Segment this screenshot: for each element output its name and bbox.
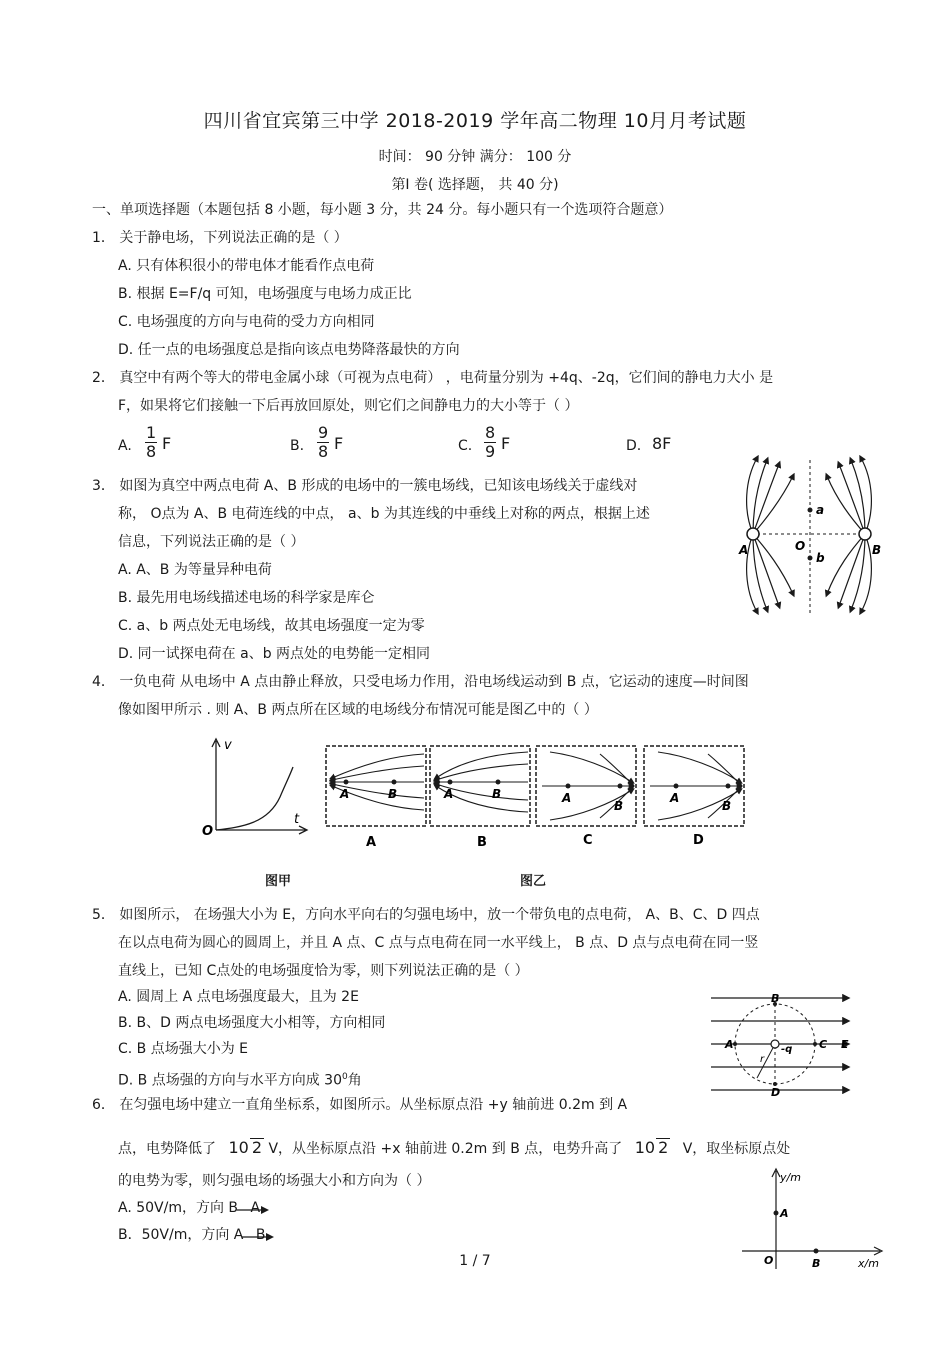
q4-panel-c [536, 746, 636, 848]
q2-c-numerator: 8 [485, 423, 496, 442]
q2-option-d-label: D. [626, 438, 642, 454]
q4-vt-origin: O [202, 824, 214, 839]
q3-field-lines-figure [735, 450, 895, 620]
q6-option-b-vector-end: B [255, 1227, 266, 1243]
q4-panel-b [430, 746, 530, 850]
q5-option-b: B. B、D 两点电场强度大小相等，方向相同 [118, 1015, 386, 1031]
q4-c-point-a: A [562, 791, 572, 805]
q3-label-o: O [795, 539, 806, 553]
q5-stem-line3: 直线上，已知 C点处的电场强度恰为零，则下列说法正确的是（ ） [118, 963, 529, 979]
q2-option-c-fraction [484, 424, 496, 461]
q5-option-c: C. B 点场强大小为 E [118, 1041, 249, 1057]
q3-option-c: C. a、b 两点处无电场线，故其电场强度一定为零 [118, 618, 425, 634]
q5-option-d-text: D. B 点场强的方向与水平方向成 30 [118, 1072, 342, 1089]
q2-b-unit: F [334, 434, 344, 453]
q1-option-a: A. 只有体积很小的带电体才能看作点电荷 [118, 258, 375, 274]
q4-panel-b-label: B [477, 835, 487, 850]
q4-panel-c-label: C [583, 833, 593, 848]
q6-sqrt-2 [656, 1138, 670, 1157]
q2-b-denominator: 8 [318, 442, 329, 461]
q2-option-b-fraction [317, 424, 329, 461]
q5-option-a: A. 圆周上 A 点电场强度最大，且为 2E [118, 989, 359, 1005]
q5-option-d-suffix: 角 [347, 1072, 362, 1089]
q6-option-a-vector-end: A [250, 1200, 261, 1216]
q4-panel-d-label: D [693, 833, 704, 848]
q6-line2-prefix: 点，电势降低了 [118, 1141, 216, 1157]
q5-label-e: E [841, 1038, 849, 1051]
q1-option-d: D. 任一点的电场强度总是指向该点电势降落最快的方向 [118, 342, 460, 358]
q5-option-d [118, 1068, 362, 1090]
q5-stem-line2: 在以点电荷为圆心的圆周上，并且 A 点、C 点与点电荷在同一水平线上， B 点、D 点与点电荷在同一竖 [118, 935, 759, 951]
q5-label-b: B [771, 992, 780, 1005]
q6-option-b-vector [256, 1226, 266, 1244]
q6-option-a-text: A. 50V/m，方向 B [118, 1200, 239, 1216]
q4-vt-axis-v: v [224, 738, 232, 753]
q6-sqrt-1 [250, 1138, 264, 1157]
q6-radicand-2: 2 [658, 1138, 669, 1157]
q4-b-point-a: A [444, 787, 454, 801]
q3-stem-line3: 信息，下列说法正确的是（ ） [118, 534, 305, 550]
q1-stem: 1． 关于静电场，下列说法正确的是（ ） [92, 230, 348, 246]
q4-d-point-a: A [670, 791, 680, 805]
q2-option-c-label: C. [458, 438, 473, 454]
q2-a-denominator: 8 [146, 442, 157, 461]
q4-b-point-b: B [492, 787, 502, 801]
q2-option-a-fraction [145, 424, 157, 461]
q4-caption-jia: 图甲 [265, 874, 292, 889]
q4-stem-line1: 4． 一负电荷 从电场中 A 点由静止释放，只受电场力作用，沿电场线运动到 B 点，它运动的速度—时间图 [92, 674, 749, 690]
q4-c-point-b: B [614, 799, 624, 813]
q6-origin-label: O [764, 1254, 774, 1267]
q4-a-point-b: B [388, 787, 398, 801]
q6-option-b-arrow-icon [242, 1233, 276, 1241]
q4-caption-yi: 图乙 [520, 874, 547, 889]
q4-a-point-a: A [340, 787, 350, 801]
q6-axis-y-label: y/m [780, 1171, 801, 1184]
q4-stem-line2: 像如图甲所示 . 则 A、B 两点所在区域的电场线分布情况可能是图乙中的（ ） [118, 702, 598, 718]
exam-time-info: 时间： 90 分钟 满分： 100 分 [378, 149, 572, 165]
q5-stem-line1: 5． 如图所示， 在场强大小为 E，方向水平向右的匀强电场中，放一个带负电的点电荷， A、B、C、D 四点 [92, 907, 760, 923]
q5-label-c: C [819, 1038, 828, 1051]
q4-d-point-b: B [722, 799, 732, 813]
q6-line2-middle: V，从坐标原点沿 +x 轴前进 0.2m 到 B 点，电势升高了 [268, 1141, 623, 1157]
q6-option-b [118, 1226, 265, 1244]
q6-stem-line3: 的电势为零，则匀强电场的场强大小和方向为（ ） [118, 1173, 431, 1189]
q5-label-a: A [725, 1038, 734, 1051]
q6-option-a [118, 1199, 260, 1217]
q6-stem-line1: 6． 在匀强电场中建立一直角坐标系，如图所示。从坐标原点沿 +y 轴前进 0.2m 到 A [92, 1097, 628, 1113]
q6-point-b-label: B [812, 1257, 821, 1270]
q6-option-a-vector [251, 1199, 261, 1217]
q3-label-b-charge: B [872, 543, 882, 557]
q5-option-d-degree: 0 [342, 1072, 348, 1082]
q4-vt-graph [198, 735, 313, 840]
q4-panel-d [644, 746, 744, 848]
q3-option-a: A. A、B 为等量异种电荷 [118, 562, 272, 578]
q2-stem-line2: F，如果将它们接触一下后再放回原处，则它们之间静电力的大小等于（ ） [118, 398, 579, 414]
q2-option-d-value: 8F [652, 434, 672, 453]
q5-label-d: D [771, 1086, 781, 1098]
q2-option-a-label: A. [118, 438, 132, 454]
page-number: 1 / 7 [459, 1253, 491, 1269]
q3-option-b: B. 最先用电场线描述电场的科学家是库仑 [118, 590, 375, 606]
q3-label-a-point: a [816, 503, 825, 517]
q2-a-unit: F [162, 434, 172, 453]
volume-heading: 第Ⅰ 卷( 选择题， 共 40 分) [391, 177, 559, 193]
q1-option-b: B. 根据 E=F/q 可知，电场强度与电场力成正比 [118, 286, 412, 302]
q3-stem-line1: 3． 如图为真空中两点电荷 A、B 形成的电场中的一簇电场线，已知该电场线关于虚线对 [92, 478, 638, 494]
q5-label-r: r [760, 1054, 765, 1065]
q4-panel-a-label: A [366, 835, 377, 850]
q2-b-numerator: 9 [318, 423, 329, 442]
q6-option-b-text: B．50V/m，方向 A [118, 1227, 244, 1243]
q2-option-b-label: B. [290, 438, 305, 454]
q2-a-numerator: 1 [146, 423, 157, 442]
section-heading: 一、单项选择题（本题包括 8 小题，每小题 3 分，共 24 分。每小题只有一个选项符合题意） [92, 202, 673, 218]
q6-coef-1: 10 [228, 1138, 249, 1157]
q6-radicand-1: 2 [251, 1138, 262, 1157]
q6-stem-line2 [118, 1138, 790, 1158]
q3-label-b-point: b [816, 551, 825, 565]
q3-stem-line2: 称， O点为 A、B 电荷连线的中点， a、b 为其连线的中垂线上对称的两点，根据上述 [118, 506, 650, 522]
q6-coef-2: 10 [634, 1138, 656, 1157]
q1-option-c: C. 电场强度的方向与电荷的受力方向相同 [118, 314, 375, 330]
q3-label-a-charge: A [739, 543, 749, 557]
q6-line2-suffix: V，取坐标原点处 [682, 1141, 791, 1157]
q4-field-panels [320, 738, 750, 853]
q6-axis-x-label: x/m [858, 1257, 879, 1270]
q4-vt-axis-t: t [294, 812, 300, 827]
q2-c-unit: F [501, 434, 511, 453]
q3-option-d: D. 同一试探电荷在 a、b 两点处的电势能一定相同 [118, 646, 431, 662]
q2-stem-line1: 2． 真空中有两个等大的带电金属小球（可视为点电荷） ，电荷量分别为 +4q、-2q，它们间的静电力大小 是 [92, 370, 774, 386]
q5-label-q: -q [781, 1044, 793, 1055]
q2-c-denominator: 9 [485, 442, 496, 461]
q4-panel-a [326, 746, 426, 850]
q6-option-a-arrow-icon [237, 1206, 271, 1214]
page-title: 四川省宜宾第三中学 2018-2019 学年高二物理 10月月考试题 [203, 110, 747, 132]
q6-point-a-label: A [780, 1207, 789, 1220]
q5-field-circle-figure [705, 990, 865, 1098]
